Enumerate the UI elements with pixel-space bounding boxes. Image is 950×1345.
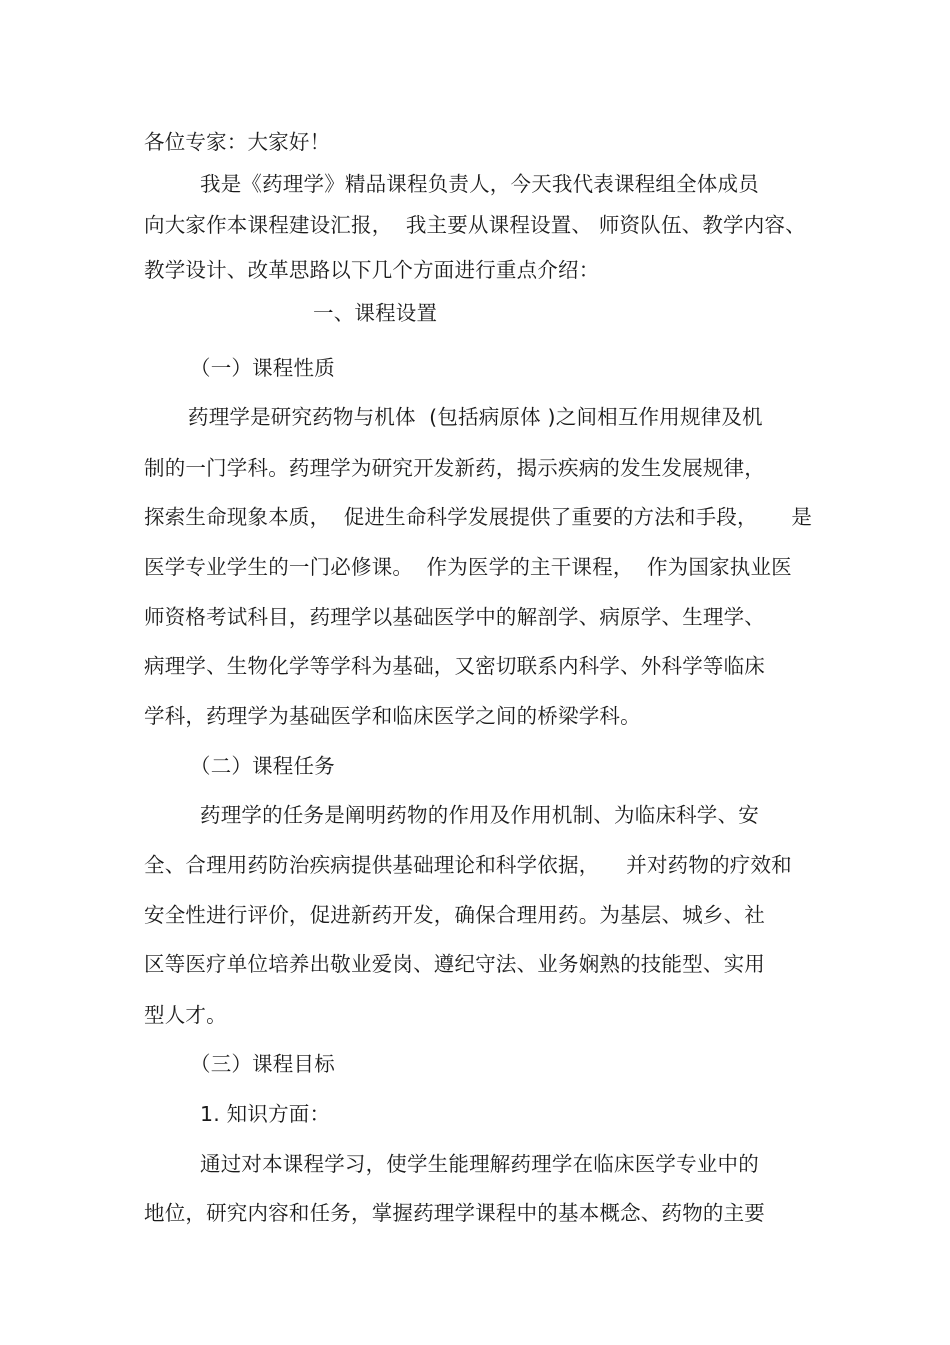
intro-line: 教学设计、改革思路以下几个方面进行重点介绍： xyxy=(144,258,600,282)
paragraph-line: 制的一门学科。药理学为研究开发新药，揭示疾病的发生发展规律， xyxy=(144,456,765,480)
paragraph-line: 药理学的任务是阐明药物的作用及作用机制、为临床科学、安 xyxy=(200,803,759,827)
paragraph-line: 探索生命现象本质， 促进生命科学发展提供了重要的方法和手段， 是 xyxy=(144,505,813,529)
intro-line: 我是《药理学》精品课程负责人，今天我代表课程组全体成员 xyxy=(200,172,759,196)
subsection-heading: （三）课程目标 xyxy=(190,1052,335,1076)
section-heading: 一、课程设置 xyxy=(313,301,438,325)
subsection-heading: （二）课程任务 xyxy=(190,754,335,778)
greeting: 各位专家：大家好！ xyxy=(144,130,331,154)
paragraph-line: 师资格考试科目，药理学以基础医学中的解剖学、病原学、生理学、 xyxy=(144,605,765,629)
paragraph-line: 安全性进行评价，促进新药开发，确保合理用药。为基层、城乡、社 xyxy=(144,903,765,927)
intro-line: 向大家作本课程建设汇报， 我主要从课程设置、 师资队伍、教学内容、 xyxy=(144,213,806,237)
paragraph-line: 药理学是研究药物与机体 (包括病原体 )之间相互作用规律及机 xyxy=(188,405,763,429)
paragraph-line: 通过对本课程学习，使学生能理解药理学在临床医学专业中的 xyxy=(200,1152,759,1176)
paragraph-line: 病理学、生物化学等学科为基础，又密切联系内科学、外科学等临床 xyxy=(144,654,765,678)
paragraph-line: 全、合理用药防治疾病提供基础理论和科学依据， 并对药物的疗效和 xyxy=(144,853,792,877)
paragraph-line: 医学专业学生的一门必修课。 作为医学的主干课程， 作为国家执业医 xyxy=(144,555,792,579)
paragraph-line: 地位，研究内容和任务，掌握药理学课程中的基本概念、药物的主要 xyxy=(144,1201,765,1225)
paragraph-line: 型人才。 xyxy=(144,1003,227,1027)
list-heading: 1. 知识方面： xyxy=(200,1102,331,1126)
subsection-heading: （一）课程性质 xyxy=(190,356,335,380)
paragraph-line: 学科，药理学为基础医学和临床医学之间的桥梁学科。 xyxy=(144,704,641,728)
paragraph-line: 区等医疗单位培养出敬业爱岗、遵纪守法、业务娴熟的技能型、实用 xyxy=(144,952,765,976)
